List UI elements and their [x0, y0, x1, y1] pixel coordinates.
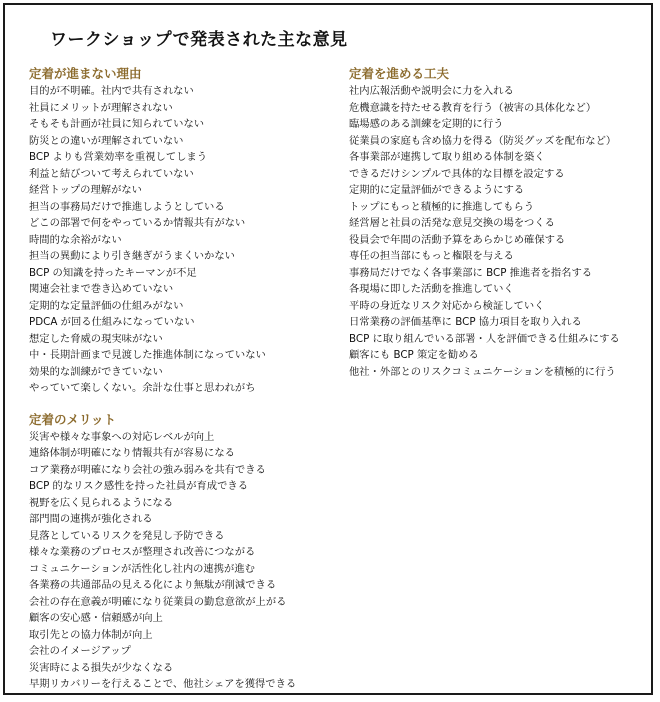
page-title: ワークショップで発表された主な意見 [50, 30, 348, 50]
figure-frame [3, 3, 653, 695]
list-item: 関連会社まで巻き込めていない [29, 283, 174, 295]
merits-list [29, 429, 339, 693]
list-item: 社員にメリットが理解されない [29, 101, 173, 114]
list-item: 定期的な定量評価の仕組みがない [29, 299, 184, 312]
list-item: 日常業務の評価基準に BCP 協力項目を取り入れる [349, 316, 582, 328]
list-item: コミュニケーションが活性化し社内の連携が進む [29, 562, 255, 575]
list-item: できるだけシンプルで具体的な目標を設定する [349, 167, 565, 180]
list-item: コア業務が明確になり会社の強み弱みを共有できる [29, 463, 266, 476]
list-item: そもそも計画が社員に知られていない [29, 118, 205, 130]
list-item: BCP の知識を持ったキーマンが不足 [29, 266, 197, 279]
list-item: 役員会で年間の活動予算をあらかじめ確保する [349, 233, 566, 246]
list-item: 各事業部が連携して取り組める体制を築く [349, 151, 545, 163]
list-item: 見落としているリスクを発見し予防できる [29, 529, 225, 542]
list-item: 中・長期計画まで見渡した推進体制になっていない [29, 349, 266, 361]
list-item: 各現場に即した活動を推進していく [349, 283, 514, 295]
list-item: 臨場感のある訓練を定期的に行う [349, 118, 504, 130]
obstacles-list [29, 83, 339, 397]
list-item: やっていて楽しくない。余計な仕事と思われがち [29, 382, 256, 394]
list-item: 経営トップの理解がない [29, 184, 142, 196]
list-item: 様々な業務のプロセスが整理され改善につながる [29, 546, 256, 558]
merits-heading: 定着のメリット [29, 411, 117, 427]
list-item: 担当の異動により引き継ぎがうまくいかない [29, 250, 235, 262]
list-item: 顧客の安心感・信頼感が向上 [29, 612, 163, 624]
list-item: 定期的に定量評価ができるようにする [349, 184, 525, 196]
list-item: 災害や様々な事象への対応レベルが向上 [29, 430, 215, 443]
list-item: 目的が不明確。社内で共有されない [29, 85, 194, 97]
list-item: 経営層と社員の活発な意見交換の場をつくる [349, 217, 555, 229]
list-item: 災害時による損失が少なくなる [29, 661, 174, 674]
list-item: 想定した脅威の現実味がない [29, 332, 163, 345]
list-item: 利益と結びついて考えられていない [29, 167, 194, 180]
list-item: トップにもっと積極的に推進してもらう [349, 200, 535, 213]
list-item: 時間的な余裕がない [29, 233, 122, 246]
list-item: 会社の存在意義が明確になり従業員の勤怠意欲が上がる [29, 595, 287, 608]
list-item: BCP よりも営業効率を重視してしまう [29, 151, 208, 163]
ideas-list [349, 83, 649, 380]
list-item: 取引先との協力体制が向上 [29, 628, 153, 641]
obstacles-heading: 定着が進まない理由 [29, 66, 142, 81]
list-item: 顧客にも BCP 策定を勧める [349, 349, 479, 361]
list-item: 部門間の連携が強化される [29, 513, 153, 525]
list-item: BCP に取り組んでいる部署・人を評価できる仕組みにする [349, 332, 620, 345]
list-item: 早期リカバリーを行えることで、他社シェアを獲得できる [29, 678, 297, 690]
list-item: 連絡体制が明確になり情報共有が容易になる [29, 447, 235, 459]
list-item: PDCA が回る仕組みになっていない [29, 316, 195, 328]
list-item: 社内広報活動や説明会に力を入れる [349, 85, 514, 97]
list-item: どこの部署で何をやっているか情報共有がない [29, 217, 246, 229]
list-item: 各業務の共通部品の見える化により無駄が削減できる [29, 579, 277, 591]
ideas-heading: 定着を進める工夫 [349, 66, 450, 81]
list-item: BCP 的なリスク感性を持った社員が育成できる [29, 480, 248, 492]
left-column [29, 65, 339, 693]
list-item: 従業員の家庭も含め協力を得る（防災グッズを配布など） [349, 134, 617, 147]
list-item: 効果的な訓練ができていない [29, 365, 163, 378]
list-item: 平時の身近なリスク対応から検証していく [349, 299, 545, 312]
list-item: 事務局だけでなく各事業部に BCP 推進者を指名する [349, 266, 593, 279]
list-item: 担当の事務局だけで推進しようとしている [29, 200, 225, 213]
list-item: 防災との違いが理解されていない [29, 134, 184, 147]
list-item: 危機意識を持たせる教育を行う（被害の具体化など） [349, 101, 597, 114]
list-item: 会社のイメージアップ [29, 645, 131, 657]
list-item: 他社・外部とのリスクコミュニケーションを積極的に行う [349, 365, 616, 378]
right-column [349, 65, 649, 380]
list-item: 視野を広く見られるようになる [29, 496, 174, 509]
list-item: 専任の担当部にもっと権限を与える [349, 250, 514, 262]
